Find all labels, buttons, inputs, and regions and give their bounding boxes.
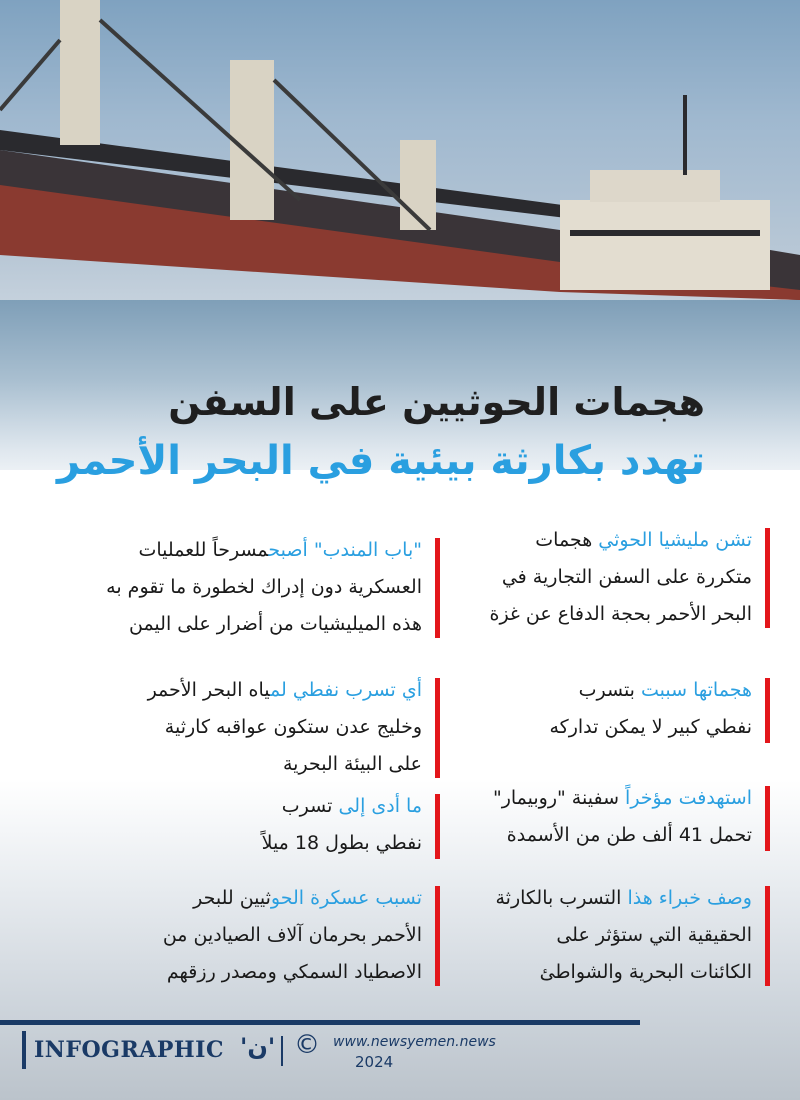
fact-text: ياه البحر الأحمر [147, 679, 271, 701]
fact-right-4 [495, 880, 752, 991]
fact-right-2 [550, 672, 753, 746]
fact-text: هذه الميليشيات من أضرار على اليمن [128, 613, 422, 635]
red-bar [435, 538, 440, 638]
infographic-label [22, 1030, 224, 1070]
fact-text: هجمات [535, 529, 593, 551]
fact-text: الحقيقية التي ستؤثر على [556, 924, 752, 946]
fact-text: الاصطياد السمكي ومصدر رزقهم [166, 961, 422, 983]
fact-text: مسرحاً للعمليات [138, 539, 269, 561]
fact-left-3 [262, 788, 422, 862]
infographic-text: INFOGRAPHIC [34, 1037, 224, 1063]
fact-left-1 [106, 532, 422, 643]
fact-highlight: وصف خبراء هذا [627, 887, 752, 909]
fact-highlight: استهدفت مؤخراً [625, 787, 752, 809]
year: 2024 [355, 1053, 394, 1071]
fact-highlight: أي تسرب نفطي لم [270, 679, 422, 701]
copyright-icon: © [294, 1030, 320, 1060]
red-bar [435, 886, 440, 986]
fact-text: نفطي بطول 18 ميلاً [261, 832, 422, 854]
fact-text: الكائنات البحرية والشواطئ [539, 961, 752, 983]
fact-left-2 [148, 672, 422, 783]
fact-text: بتسرب [578, 679, 635, 701]
title-line-1: هجمات الحوثيين على السفن [168, 380, 705, 424]
fact-text: تحمل 41 ألف طن من الأسمدة [506, 824, 752, 846]
ship-illustration [0, 0, 800, 330]
fact-text: البحر الأحمر بحجة الدفاع عن غزة [489, 603, 752, 625]
fact-highlight: ما أدى إلى [338, 795, 422, 817]
fact-left-4 [163, 880, 422, 991]
fact-text: تسرب [281, 795, 333, 817]
fact-highlight: تسبب عسكرة الحو [270, 887, 422, 909]
fact-text: على البيئة البحرية [282, 753, 422, 775]
news-yemen-logo: 'ﻥ' [240, 1033, 276, 1061]
fact-highlight: هجماتها سببت [641, 679, 752, 701]
red-bar [765, 786, 770, 851]
fact-text: سفينة "روبيمار" [492, 787, 619, 809]
red-bar [435, 794, 440, 859]
footer-divider [0, 1020, 640, 1025]
title-line-2: تهدد بكارثة بيئية في البحر الأحمر [56, 438, 705, 484]
fact-highlight: تشن مليشيا الحوثي [598, 529, 752, 551]
fact-text: نفطي كبير لا يمكن تداركه [549, 716, 752, 738]
fact-right-3 [493, 780, 752, 854]
fact-highlight: "باب المندب" أصبح [268, 539, 422, 561]
fact-text: التسرب بالكارثة [495, 887, 622, 909]
fact-text: الأحمر بحرمان آلاف الصيادين من [162, 924, 422, 946]
red-bar [435, 678, 440, 778]
fact-right-1 [489, 522, 752, 633]
fact-text: وخليج عدن ستكون عواقبه كارثية [164, 716, 422, 738]
fact-text: ثيين للبحر [193, 887, 271, 909]
website-url: www.newsyemen.news [333, 1034, 496, 1050]
red-bar [765, 678, 770, 743]
fact-text: العسكرية دون إدراك لخطورة ما تقوم به [106, 576, 422, 598]
fact-text: متكررة على السفن التجارية في [501, 566, 752, 588]
footer-separator [281, 1036, 283, 1066]
red-bar [765, 886, 770, 986]
red-bar [765, 528, 770, 628]
